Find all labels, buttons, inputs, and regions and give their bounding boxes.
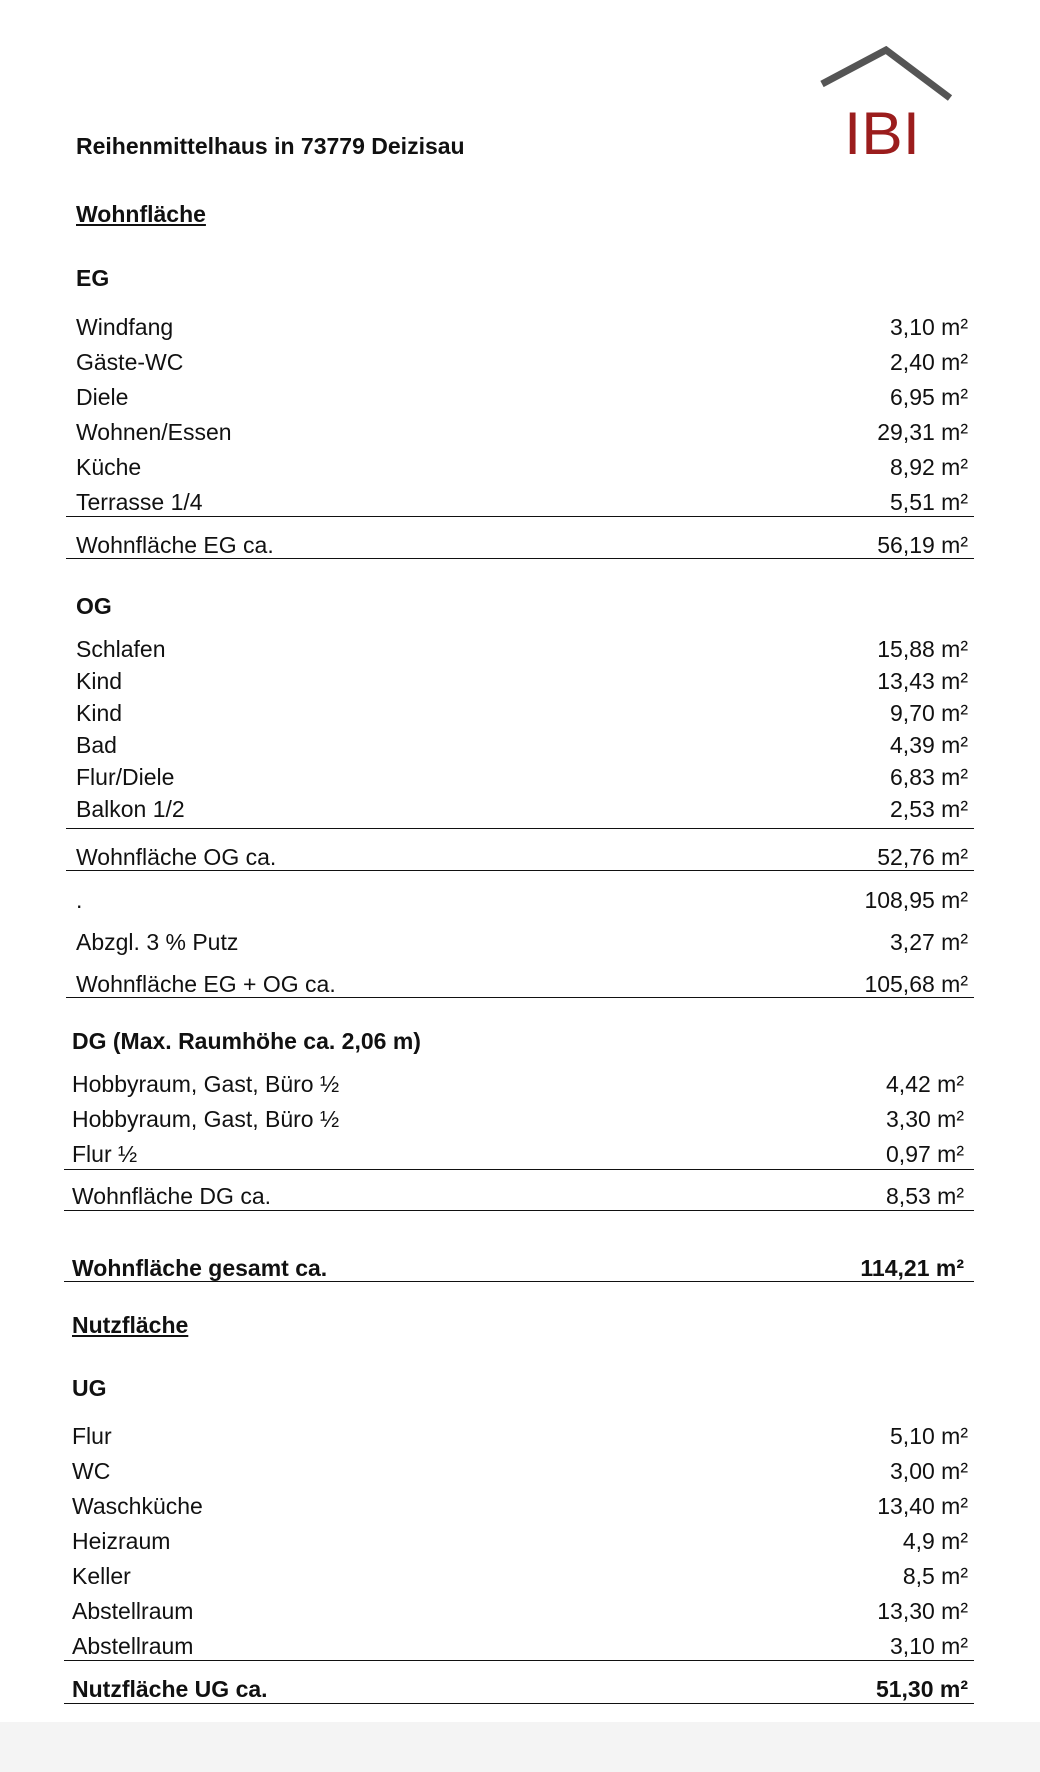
room-area: 6,95 m² <box>890 384 968 410</box>
room-area: 4,42 m² <box>886 1071 964 1097</box>
floor-heading-eg: EG <box>76 265 110 291</box>
total-row-eg-og <box>76 968 968 1000</box>
subtotal-area: 52,76 m² <box>877 844 968 870</box>
room-row <box>76 451 968 483</box>
divider <box>64 1281 974 1282</box>
subtotal-label: Wohnfläche EG ca. <box>76 532 274 558</box>
room-name: Hobbyraum, Gast, Büro ½ <box>72 1071 340 1097</box>
room-name: Wohnen/Essen <box>76 419 232 445</box>
room-row <box>76 486 968 518</box>
room-area: 3,30 m² <box>886 1106 964 1132</box>
room-row <box>72 1490 968 1522</box>
room-area: 15,88 m² <box>877 636 968 662</box>
room-row <box>72 1138 964 1170</box>
room-name: Gäste-WC <box>76 349 184 375</box>
divider <box>66 516 974 517</box>
room-row <box>72 1455 968 1487</box>
room-area: 9,70 m² <box>890 700 968 726</box>
room-area: 2,53 m² <box>890 796 968 822</box>
subtotal-label: Wohnfläche OG ca. <box>76 844 277 870</box>
subtotal-label: Wohnfläche DG ca. <box>72 1183 272 1209</box>
room-area: 8,5 m² <box>902 1563 968 1589</box>
page-bottom-shade <box>0 1722 1040 1772</box>
divider <box>64 1660 974 1661</box>
room-name: Flur <box>72 1423 112 1449</box>
room-area: 8,92 m² <box>890 454 968 480</box>
deduction-label: Abzgl. 3 % Putz <box>76 929 239 955</box>
room-row <box>72 1103 964 1135</box>
divider <box>64 1703 974 1704</box>
room-name: Schlafen <box>76 636 166 662</box>
room-row <box>72 1420 968 1452</box>
room-area: 13,30 m² <box>877 1598 968 1624</box>
room-name: Balkon 1/2 <box>76 796 185 822</box>
floor-heading-og: OG <box>76 593 112 619</box>
room-name: WC <box>72 1458 111 1484</box>
divider <box>66 558 974 559</box>
room-area: 4,39 m² <box>890 732 968 758</box>
room-area: 2,40 m² <box>890 349 968 375</box>
divider <box>66 870 974 871</box>
room-row <box>76 381 968 413</box>
subtotal-label: . <box>76 887 83 913</box>
divider <box>64 1210 974 1211</box>
putz-deduction-row <box>76 926 968 958</box>
room-name: Diele <box>76 384 129 410</box>
section-heading-wohnflaeche: Wohnfläche <box>76 201 206 227</box>
room-area: 5,51 m² <box>890 489 968 515</box>
room-row <box>76 416 968 448</box>
floor-heading-dg: DG (Max. Raumhöhe ca. 2,06 m) <box>72 1028 421 1054</box>
room-row <box>76 761 968 793</box>
subtotal-area: 108,95 m² <box>864 887 968 913</box>
logo-text: IBI <box>844 100 920 162</box>
subtotal-row-dg <box>72 1180 964 1212</box>
room-row <box>76 793 968 825</box>
logo-roof <box>822 50 950 98</box>
subtotal-area: 56,19 m² <box>877 532 968 558</box>
room-area: 3,10 m² <box>890 314 968 340</box>
room-row <box>72 1595 968 1627</box>
floor-heading-ug: UG <box>72 1375 107 1401</box>
room-row <box>76 697 968 729</box>
room-row <box>72 1068 964 1100</box>
room-row <box>76 311 968 343</box>
room-name: Keller <box>72 1563 131 1589</box>
room-name: Heizraum <box>72 1528 171 1554</box>
subtotal-area: 8,53 m² <box>886 1183 964 1209</box>
divider <box>66 828 974 829</box>
room-row <box>76 665 968 697</box>
deduction-area: 3,27 m² <box>890 929 968 955</box>
room-name: Abstellraum <box>72 1598 194 1624</box>
room-area: 6,83 m² <box>890 764 968 790</box>
room-name: Bad <box>76 732 117 758</box>
room-row <box>72 1630 968 1662</box>
room-name: Abstellraum <box>72 1633 194 1659</box>
section-heading-nutzflaeche: Nutzfläche <box>72 1312 189 1338</box>
room-row <box>76 633 968 665</box>
total-row-ug <box>72 1673 968 1705</box>
page-title: Reihenmittelhaus in 73779 Deizisau <box>76 133 465 159</box>
total-area: 105,68 m² <box>864 971 968 997</box>
subtotal-row-eg-og <box>76 884 968 916</box>
grand-total-label: Wohnfläche gesamt ca. <box>72 1255 328 1281</box>
room-area: 3,10 m² <box>890 1633 968 1659</box>
room-name: Waschküche <box>72 1493 203 1519</box>
room-name: Terrasse 1/4 <box>76 489 203 515</box>
room-area: 13,43 m² <box>877 668 968 694</box>
total-label: Wohnfläche EG + OG ca. <box>76 971 336 997</box>
room-row <box>76 729 968 761</box>
room-name: Kind <box>76 668 123 694</box>
room-name: Windfang <box>76 314 174 340</box>
room-row <box>72 1525 968 1557</box>
subtotal-row-eg <box>76 529 968 561</box>
total-area: 51,30 m² <box>875 1676 968 1702</box>
room-name: Küche <box>76 454 142 480</box>
room-row <box>72 1560 968 1592</box>
grand-total-row <box>72 1252 964 1284</box>
room-name: Kind <box>76 700 123 726</box>
subtotal-row-og <box>76 841 968 873</box>
room-area: 4,9 m² <box>902 1528 968 1554</box>
divider <box>66 997 974 998</box>
ibi-logo <box>812 46 960 162</box>
room-row <box>76 346 968 378</box>
room-area: 3,00 m² <box>890 1458 968 1484</box>
room-name: Flur/Diele <box>76 764 175 790</box>
room-area: 5,10 m² <box>890 1423 968 1449</box>
room-name: Hobbyraum, Gast, Büro ½ <box>72 1106 340 1132</box>
total-label: Nutzfläche UG ca. <box>72 1676 268 1702</box>
divider <box>64 1169 974 1170</box>
room-name: Flur ½ <box>72 1141 138 1167</box>
room-area: 29,31 m² <box>877 419 968 445</box>
room-area: 13,40 m² <box>877 1493 968 1519</box>
room-area: 0,97 m² <box>886 1141 964 1167</box>
grand-total-area: 114,21 m² <box>860 1255 964 1281</box>
